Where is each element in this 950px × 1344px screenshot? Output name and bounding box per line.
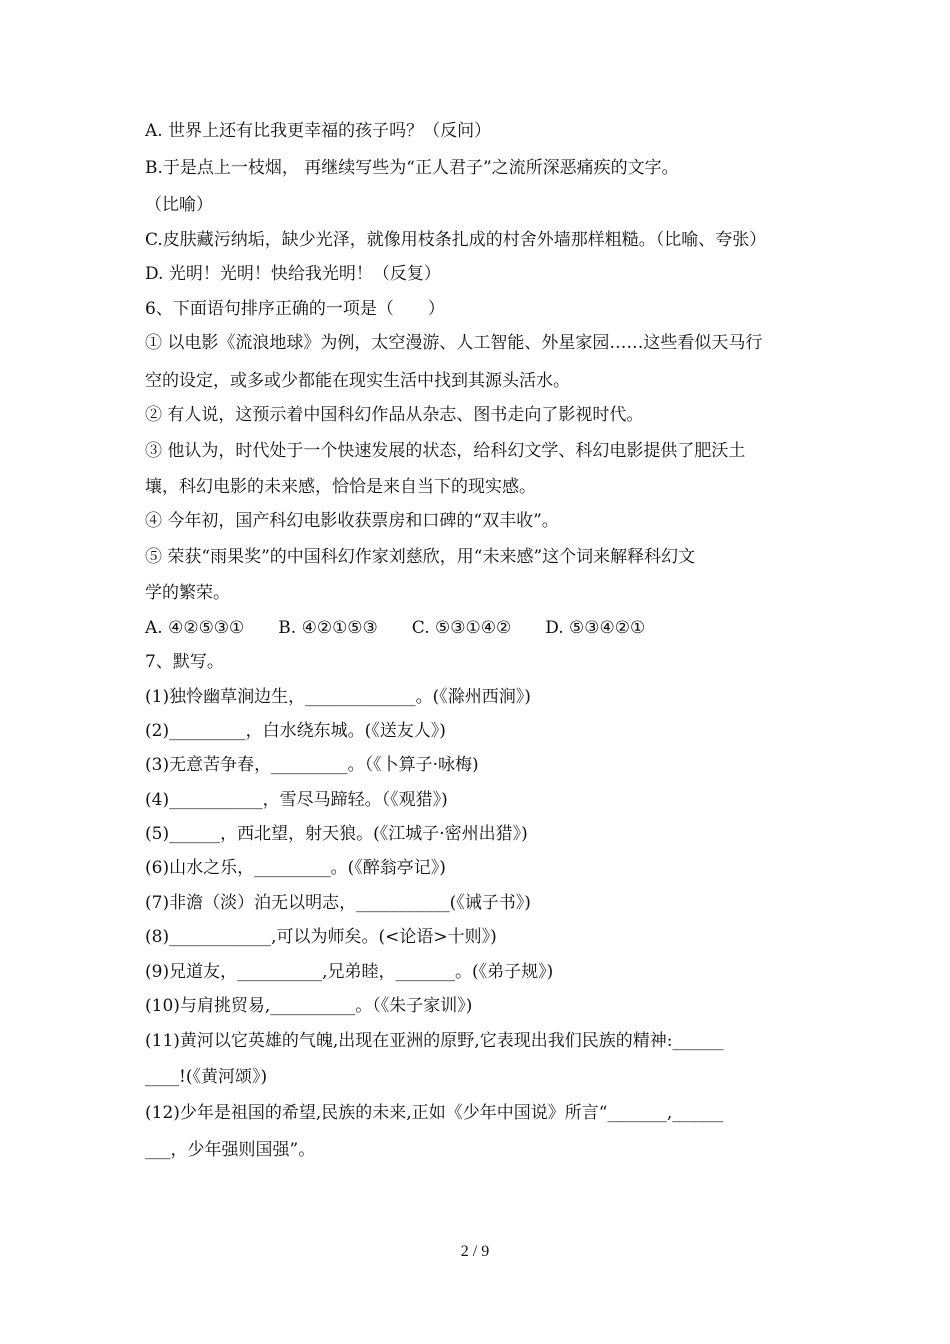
fill-item-9: (9)兄道友，__________,兄弟睦，_______。(《弟子规》) [145, 962, 554, 982]
fill-item-8: (8)____________,可以为师矣。(<论语>十则》) [145, 927, 497, 947]
sentence-5-cont: 学的繁荣。 [145, 583, 230, 603]
sentence-1-cont: 空的设定，或多或少都能在现实生活中找到其源头活水。 [145, 371, 570, 391]
page-number: 2 / 9 [460, 1243, 490, 1260]
fill-item-11: (11)黄河以它英雄的气魄,出现在亚洲的原野,它表现出我们民族的精神:______ [145, 1031, 724, 1051]
option-c-text: C.皮肤藏污纳垢，缺少光泽，就像用枝条扎成的村舍外墙那样粗糙。（比喻、夸张） [145, 230, 767, 250]
sentence-5: ⑤ 荣获“雨果奖”的中国科幻作家刘慈欣，用“未来感”这个词来解释科幻文 [145, 547, 696, 567]
sentence-3-cont: 壤，科幻电影的未来感，恰恰是来自当下的现实感。 [145, 477, 536, 497]
question-6-options: A. ④②⑤③① B. ④②①⑤③ C. ⑤③①④② D. ⑤③④②① [145, 618, 646, 638]
fill-item-12-cont: ___，少年强则国强”。 [145, 1140, 316, 1160]
fill-item-6: (6)山水之乐，_________。(《醉翁亭记》) [145, 858, 446, 878]
option-d-text: D. 光明！光明！快给我光明！（反复） [145, 264, 441, 284]
question-6-title: 6、下面语句排序正确的一项是（ ） [145, 299, 445, 319]
option-b-text: B.于是点上一枝烟， 再继续写些为“正人君子”之流所深恶痛疾的文字。 [145, 158, 679, 178]
fill-item-11-cont: ____!(《黄河颂》) [145, 1067, 268, 1087]
sentence-2: ② 有人说，这预示着中国科幻作品从杂志、图书走向了影视时代。 [145, 405, 644, 425]
option-a-text: A. 世界上还有比我更幸福的孩子吗？（反问） [145, 121, 492, 141]
fill-item-1: (1)独怜幽草涧边生，_____________。(《滁州西涧》) [145, 687, 531, 707]
sentence-1: ① 以电影《流浪地球》为例，太空漫游、人工智能、外星家园……这些看似天马行 [145, 333, 763, 353]
fill-item-5: (5)______，西北望，射天狼。(《江城子·密州出猎》) [145, 824, 528, 844]
fill-item-3: (3)无意苦争春，_________。（《卜算子·咏梅) [145, 755, 479, 775]
sentence-3: ③ 他认为，时代处于一个快速发展的状态，给科幻文学、科幻电影提供了肥沃土 [145, 441, 746, 461]
fill-item-7: (7)非澹（淡）泊无以明志，___________(《诫子书》) [145, 893, 531, 913]
fill-item-2: (2)_________，白水绕东城。(《送友人》) [145, 721, 446, 741]
option-b-text-cont: （比喻） [145, 195, 213, 215]
fill-item-10: (10)与肩挑贸易,__________。（《朱子家训》) [145, 996, 473, 1016]
fill-item-4: (4)___________，雪尽马蹄轻。（《观猎》) [145, 790, 448, 810]
question-7-title: 7、默写。 [145, 652, 224, 672]
fill-item-12: (12)少年是祖国的希望,民族的未来,正如《少年中国说》所言“_______,______ [145, 1103, 724, 1123]
sentence-4: ④ 今年初，国产科幻电影收获票房和口碑的“双丰收”。 [145, 511, 559, 531]
